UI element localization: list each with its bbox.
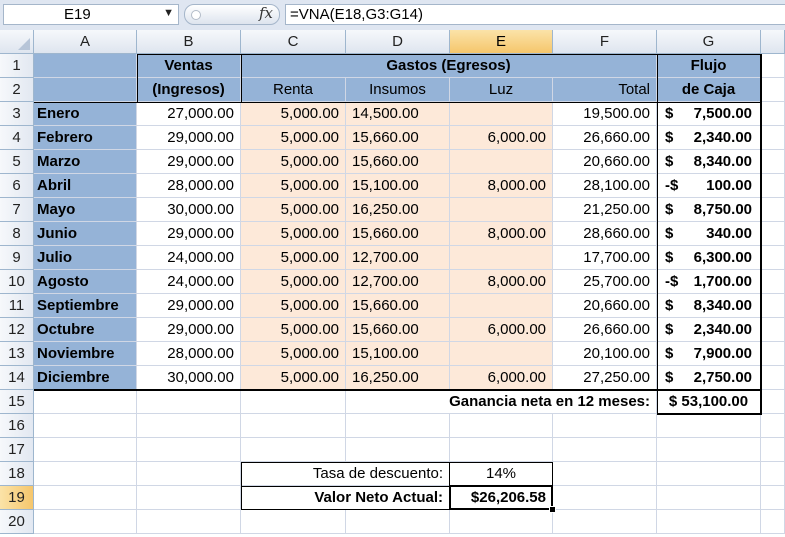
flujo-value: 2,340.00 [693, 321, 752, 338]
grid-cell[interactable] [34, 462, 137, 486]
total-value[interactable]: 28,660.00 [553, 222, 657, 246]
ventas-value[interactable]: 24,000.00 [137, 246, 241, 270]
month-label[interactable]: Mayo [34, 198, 137, 222]
month-label[interactable]: Febrero [34, 126, 137, 150]
flujo-sign: $ [665, 129, 674, 146]
total-value[interactable]: 26,660.00 [553, 126, 657, 150]
insumos-value[interactable]: 16,250.00 [346, 198, 450, 222]
column-header-b[interactable]: B [137, 30, 241, 54]
insumos-value[interactable]: 15,660.00 [346, 126, 450, 150]
flujo-value: 8,340.00 [693, 153, 752, 170]
grid-cell[interactable] [553, 510, 657, 534]
row-header-12[interactable]: 12 [0, 318, 34, 342]
flujo-cell[interactable] [657, 102, 761, 126]
ventas-value[interactable]: 29,000.00 [137, 126, 241, 150]
flujo-value: 7,500.00 [693, 105, 752, 122]
insumos-value[interactable]: 15,660.00 [346, 318, 450, 342]
ventas-value[interactable]: 30,000.00 [137, 198, 241, 222]
total-value[interactable]: 19,500.00 [553, 102, 657, 126]
tasa-border-left [241, 462, 242, 510]
grid-cell[interactable] [657, 462, 761, 486]
ganancia-label[interactable]: Ganancia neta en 12 meses: [346, 390, 657, 414]
grid-cell[interactable] [761, 222, 785, 246]
gastos-border-left [241, 54, 242, 102]
ventas-value[interactable]: 29,000.00 [137, 222, 241, 246]
tasa-label[interactable]: Tasa de descuento: [241, 462, 450, 486]
flujo-sign: $ [665, 249, 674, 266]
grid-cell[interactable] [553, 462, 657, 486]
grid-cell[interactable] [137, 510, 241, 534]
ventas-value[interactable]: 29,000.00 [137, 318, 241, 342]
flujo-sign: $ [665, 105, 674, 122]
grid-cell[interactable] [657, 486, 761, 510]
luz-value[interactable]: 8,000.00 [450, 270, 553, 294]
grid-cell[interactable] [241, 438, 346, 462]
grid-cell[interactable] [761, 390, 785, 414]
luz-value[interactable] [450, 198, 553, 222]
flujo-cell[interactable] [657, 198, 761, 222]
flujo-cell[interactable] [657, 222, 761, 246]
row-header-10[interactable]: 10 [0, 270, 34, 294]
table-border-top [137, 54, 761, 55]
grid-cell[interactable] [34, 414, 137, 438]
flujo-border-left [657, 54, 658, 414]
header-total[interactable]: Total [553, 78, 657, 102]
grid-cell[interactable] [241, 390, 346, 414]
row-header-5[interactable]: 5 [0, 150, 34, 174]
flujo-sign: $ [665, 345, 674, 362]
grid-cell[interactable] [761, 366, 785, 390]
flujo-value: 340.00 [706, 225, 752, 242]
grid-cell[interactable] [761, 198, 785, 222]
grid-cell[interactable] [761, 486, 785, 510]
renta-value[interactable]: 5,000.00 [241, 366, 346, 390]
flujo-cell[interactable] [657, 366, 761, 390]
flujo-border-right [760, 54, 762, 414]
grid-cell[interactable] [241, 414, 346, 438]
renta-value[interactable]: 5,000.00 [241, 198, 346, 222]
ventas-value[interactable]: 24,000.00 [137, 270, 241, 294]
flujo-value: 100.00 [706, 177, 752, 194]
header-ingresos[interactable]: (Ingresos) [137, 78, 241, 102]
luz-value[interactable] [450, 342, 553, 366]
header-renta[interactable]: Renta [241, 78, 346, 102]
ventas-value[interactable]: 29,000.00 [137, 294, 241, 318]
grid-cell[interactable] [761, 438, 785, 462]
flujo-value: 7,900.00 [693, 345, 752, 362]
column-header-d[interactable]: D [346, 30, 450, 54]
grid-cell[interactable] [346, 510, 450, 534]
month-label[interactable]: Noviembre [34, 342, 137, 366]
header-ventas[interactable]: Ventas [137, 54, 241, 78]
row-header-7[interactable]: 7 [0, 198, 34, 222]
flujo-cell[interactable] [657, 270, 761, 294]
insumos-value[interactable]: 15,660.00 [346, 294, 450, 318]
grid-cell[interactable] [761, 102, 785, 126]
row-header-3[interactable]: 3 [0, 102, 34, 126]
ganancia-border-bottom [657, 413, 762, 415]
column-header-c[interactable]: C [241, 30, 346, 54]
grid-cell[interactable] [657, 414, 761, 438]
flujo-value: 2,340.00 [693, 129, 752, 146]
flujo-value: 8,340.00 [693, 297, 752, 314]
fill-handle[interactable] [549, 506, 556, 513]
insumos-value[interactable]: 15,660.00 [346, 150, 450, 174]
month-label[interactable]: Agosto [34, 270, 137, 294]
grid-cell[interactable] [553, 414, 657, 438]
grid-cell[interactable] [137, 390, 241, 414]
name-box-value: E19 [64, 6, 91, 23]
tasa-value[interactable]: 14% [450, 462, 553, 486]
luz-value[interactable]: 8,000.00 [450, 174, 553, 198]
insumos-value[interactable]: 14,500.00 [346, 102, 450, 126]
renta-value[interactable]: 5,000.00 [241, 318, 346, 342]
column-header-a[interactable]: A [34, 30, 137, 54]
row-header-20[interactable]: 20 [0, 510, 34, 534]
grid-cell[interactable] [657, 510, 761, 534]
grid-cell[interactable] [761, 318, 785, 342]
grid-cell[interactable] [761, 414, 785, 438]
row-header-9[interactable]: 9 [0, 246, 34, 270]
flujo-value: 8,750.00 [693, 201, 752, 218]
vna-label[interactable]: Valor Neto Actual: [241, 486, 450, 510]
month-label[interactable]: Octubre [34, 318, 137, 342]
grid-cell[interactable] [761, 150, 785, 174]
column-header-g[interactable]: G [657, 30, 761, 54]
row-header-11[interactable]: 11 [0, 294, 34, 318]
grid-cell[interactable] [346, 438, 450, 462]
month-label[interactable]: Septiembre [34, 294, 137, 318]
ventas-value[interactable]: 29,000.00 [137, 150, 241, 174]
row-header-16[interactable]: 16 [0, 414, 34, 438]
ventas-value[interactable]: 28,000.00 [137, 342, 241, 366]
header-border-bottom [34, 102, 761, 103]
row-header-14[interactable]: 14 [0, 366, 34, 390]
formula-input[interactable] [285, 4, 785, 25]
header-insumos[interactable]: Insumos [346, 78, 450, 102]
grid-cell[interactable] [761, 294, 785, 318]
insumos-value[interactable]: 15,100.00 [346, 174, 450, 198]
month-label[interactable]: Abril [34, 174, 137, 198]
active-cell-selection[interactable] [449, 485, 553, 510]
luz-value[interactable]: 6,000.00 [450, 318, 553, 342]
formula-bar [0, 0, 785, 31]
column-header-f[interactable]: F [553, 30, 657, 54]
flujo-sign: $ [665, 153, 674, 170]
flujo-cell[interactable] [657, 318, 761, 342]
row-header-15[interactable]: 15 [0, 390, 34, 414]
flujo-sign: -$ [665, 273, 679, 290]
total-value[interactable]: 25,700.00 [553, 270, 657, 294]
row-header-17[interactable]: 17 [0, 438, 34, 462]
flujo-sign: $ [665, 225, 674, 242]
grid-cell[interactable] [450, 414, 553, 438]
flujo-value: 2,750.00 [693, 369, 752, 386]
grid-cell[interactable] [34, 438, 137, 462]
row-header-19[interactable]: 19 [0, 486, 34, 510]
grid-cell[interactable] [657, 438, 761, 462]
row-header-4[interactable]: 4 [0, 126, 34, 150]
insumos-value[interactable]: 16,250.00 [346, 366, 450, 390]
grid-cell[interactable] [761, 270, 785, 294]
grid-cell[interactable] [761, 510, 785, 534]
flujo-sign: $ [665, 321, 674, 338]
insumos-value[interactable]: 15,100.00 [346, 342, 450, 366]
renta-value[interactable]: 5,000.00 [241, 174, 346, 198]
total-value[interactable]: 26,660.00 [553, 318, 657, 342]
select-all-button[interactable] [0, 30, 34, 54]
grid-cell[interactable] [241, 510, 346, 534]
total-value[interactable]: 20,660.00 [553, 294, 657, 318]
month-label[interactable]: Junio [34, 222, 137, 246]
header-gastos[interactable]: Gastos (Egresos) [241, 54, 657, 78]
flujo-cell[interactable] [657, 174, 761, 198]
total-value[interactable]: 20,660.00 [553, 150, 657, 174]
luz-value[interactable] [450, 294, 553, 318]
grid-cell[interactable] [761, 174, 785, 198]
name-box[interactable] [3, 4, 179, 25]
formula-bar-splitter[interactable] [184, 4, 280, 25]
flujo-value: 6,300.00 [693, 249, 752, 266]
column-header-next[interactable] [761, 30, 785, 54]
month-label[interactable]: Julio [34, 246, 137, 270]
grid-cell[interactable] [761, 78, 785, 102]
month-label[interactable]: Diciembre [34, 366, 137, 390]
ventas-value[interactable]: 27,000.00 [137, 102, 241, 126]
ganancia-value[interactable]: $ 53,100.00 [657, 390, 761, 414]
renta-value[interactable]: 5,000.00 [241, 150, 346, 174]
renta-value[interactable]: 5,000.00 [241, 342, 346, 366]
vna-value[interactable]: $26,206.58 [450, 486, 553, 510]
renta-value[interactable]: 5,000.00 [241, 126, 346, 150]
renta-value[interactable]: 5,000.00 [241, 246, 346, 270]
table-border-data-bottom [34, 389, 761, 391]
month-label[interactable]: Enero [34, 102, 137, 126]
grid-cell[interactable] [34, 390, 137, 414]
grid-cell[interactable] [761, 54, 785, 78]
grid-cell[interactable] [761, 462, 785, 486]
luz-value[interactable]: 6,000.00 [450, 126, 553, 150]
flujo-sign: $ [665, 201, 674, 218]
flujo-sign: -$ [665, 177, 679, 194]
header-a1[interactable] [34, 54, 137, 78]
flujo-sign: $ [665, 297, 674, 314]
grid-cell[interactable] [761, 342, 785, 366]
flujo-cell[interactable] [657, 294, 761, 318]
row-header-18[interactable]: 18 [0, 462, 34, 486]
grid-cell[interactable] [34, 510, 137, 534]
grid-cell[interactable] [553, 486, 657, 510]
renta-value[interactable]: 5,000.00 [241, 102, 346, 126]
flujo-cell[interactable] [657, 126, 761, 150]
row-header-8[interactable]: 8 [0, 222, 34, 246]
insumos-value[interactable]: 12,700.00 [346, 246, 450, 270]
header-flujo[interactable]: Flujo [657, 54, 761, 78]
total-value[interactable]: 28,100.00 [553, 174, 657, 198]
flujo-sign: $ [665, 369, 674, 386]
header-luz[interactable]: Luz [450, 78, 553, 102]
luz-value[interactable] [450, 150, 553, 174]
ventas-border-left [137, 54, 138, 102]
ventas-value[interactable]: 28,000.00 [137, 174, 241, 198]
spreadsheet-grid [0, 30, 785, 537]
grid-cell[interactable] [761, 126, 785, 150]
splitter-handle-icon[interactable] [191, 10, 201, 20]
insumos-value[interactable]: 15,660.00 [346, 222, 450, 246]
grid-cell[interactable] [34, 486, 137, 510]
insert-function-icon[interactable]: fx [259, 4, 274, 22]
row-header-2[interactable]: 2 [0, 78, 34, 102]
grid-cell[interactable] [450, 510, 553, 534]
row-header-1[interactable]: 1 [0, 54, 34, 78]
header-a2[interactable] [34, 78, 137, 102]
month-label[interactable]: Marzo [34, 150, 137, 174]
luz-value[interactable] [450, 246, 553, 270]
grid-cell[interactable] [553, 438, 657, 462]
formula-text: =VNA(E18,G3:G14) [290, 6, 423, 23]
column-header-e[interactable]: E [450, 30, 553, 54]
total-value[interactable]: 20,100.00 [553, 342, 657, 366]
grid-cell[interactable] [137, 486, 241, 510]
total-value[interactable]: 21,250.00 [553, 198, 657, 222]
grid-cell[interactable] [137, 438, 241, 462]
grid-cell[interactable] [346, 414, 450, 438]
renta-value[interactable]: 5,000.00 [241, 270, 346, 294]
ventas-value[interactable]: 30,000.00 [137, 366, 241, 390]
tasa-border-top [241, 462, 553, 463]
luz-value[interactable] [450, 102, 553, 126]
header-de-caja[interactable]: de Caja [657, 78, 761, 102]
renta-value[interactable]: 5,000.00 [241, 222, 346, 246]
total-value[interactable]: 27,250.00 [553, 366, 657, 390]
grid-cell[interactable] [137, 414, 241, 438]
renta-value[interactable]: 5,000.00 [241, 294, 346, 318]
flujo-cell[interactable] [657, 150, 761, 174]
flujo-value: 1,700.00 [693, 273, 752, 290]
grid-cell[interactable] [137, 462, 241, 486]
row-header-13[interactable]: 13 [0, 342, 34, 366]
luz-value[interactable]: 6,000.00 [450, 366, 553, 390]
flujo-cell[interactable] [657, 246, 761, 270]
grid-cell[interactable] [761, 246, 785, 270]
insumos-value[interactable]: 12,700.00 [346, 270, 450, 294]
chevron-down-icon[interactable]: ▼ [163, 7, 174, 19]
luz-value[interactable]: 8,000.00 [450, 222, 553, 246]
flujo-cell[interactable] [657, 342, 761, 366]
grid-cell[interactable] [450, 438, 553, 462]
row-header-6[interactable]: 6 [0, 174, 34, 198]
total-value[interactable]: 17,700.00 [553, 246, 657, 270]
